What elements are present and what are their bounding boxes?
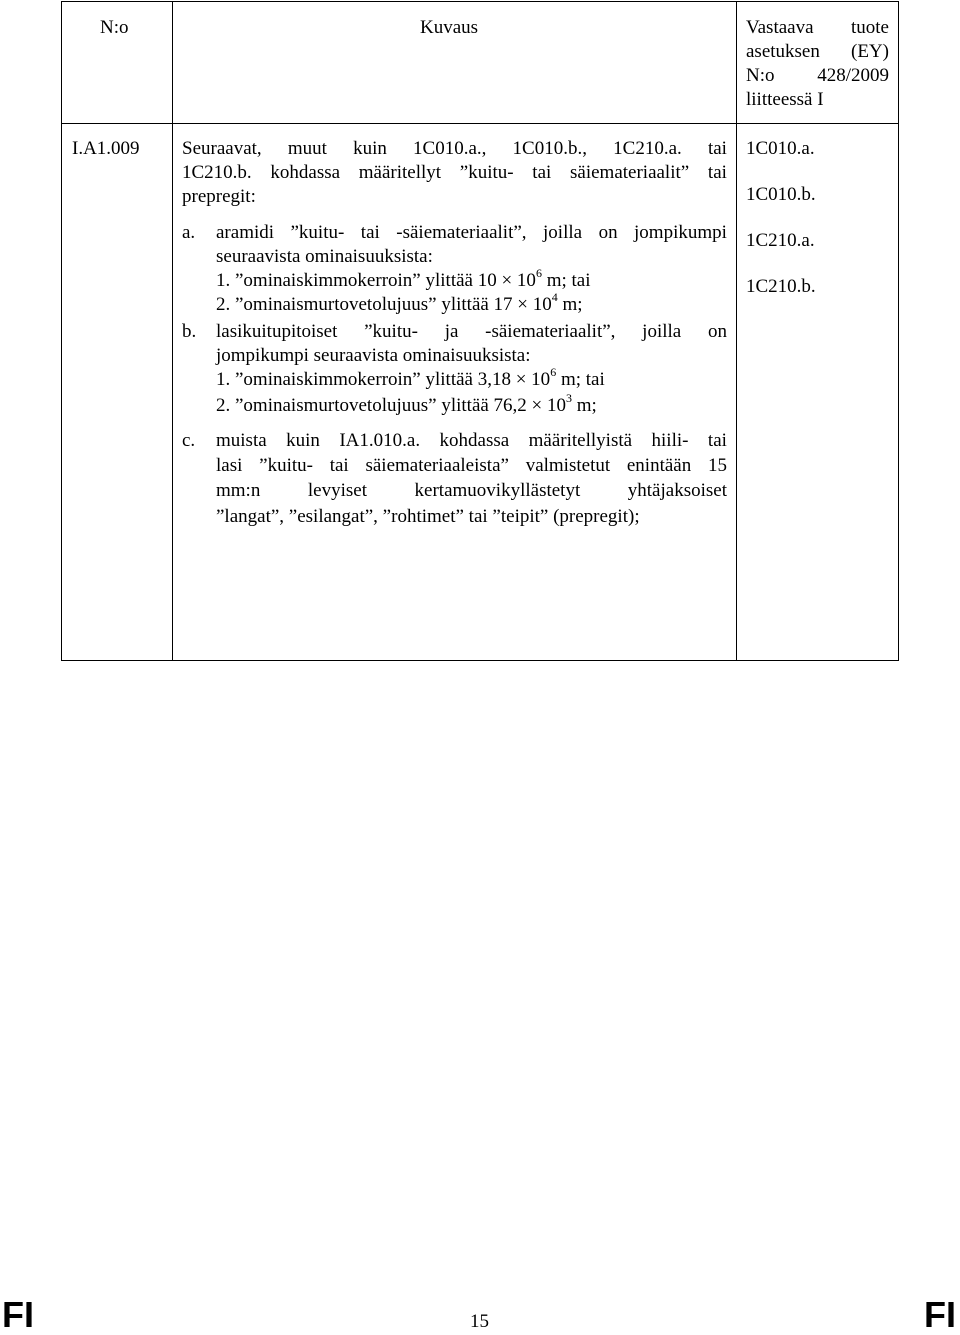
item-a-line [216,221,727,245]
word: aramidi [216,222,275,243]
word: on [707,321,727,342]
header-word: 428/2009 [817,65,889,86]
header-word: N:o [746,65,775,86]
item-c-line [216,454,727,478]
word: kohdassa [270,162,341,183]
word: säiemateriaaleista” [365,455,509,476]
header-word: Vastaava [746,17,814,38]
word: -säiemateriaalit”, [485,321,616,342]
word: hiili- [651,430,689,451]
header-corresponding-line [746,16,889,40]
column-divider [736,2,737,660]
word: 1C010.a., [413,138,487,159]
header-number: N:o [100,17,129,38]
word: muut [287,138,327,159]
item-b-sub1: 1. ”ominaiskimmokerroin” ylittää $3,18 \times 10^6$ m; tai [216,364,605,390]
word: jompikumpi [634,222,727,243]
word: tai [707,162,727,183]
word: joilla [543,222,583,243]
word: lasi [216,455,243,476]
word: enintään [626,455,692,476]
word: on [598,222,618,243]
word: mm:n [216,480,261,501]
item-b-sub2: 2. ”ominaismurtovetolujuus” ylittää $76,2 \times 10^3$ m; [216,390,597,416]
word: kertamuovikyllästetyt [414,480,581,501]
document-table [61,1,899,661]
corresponding-code: 1C210.b. [746,276,816,297]
word: yhtäjaksoiset [627,480,727,501]
word: tai [532,162,552,183]
item-a-sub2: 2. ”ominaismurtovetolujuus” ylittää $17 \times 10^4$ m; [216,289,583,315]
item-a-line: seuraavista ominaisuuksista: [216,246,433,267]
item-b-label: b. [182,321,197,342]
corresponding-code: 1C210.a. [746,230,815,251]
header-corresponding-line [746,64,889,88]
word: säiemateriaalit” [570,162,690,183]
word: kuin [286,430,320,451]
item-b-line: jompikumpi seuraavista ominaisuuksista: [216,345,531,366]
item-c-label: c. [182,430,196,451]
word: -säiemateriaalit”, [396,222,527,243]
word: tai [329,455,349,476]
item-a-sub1: 1. ”ominaiskimmokerroin” ylittää $10 \times 10^6$ m; tai [216,265,591,291]
word: kohdassa [439,430,510,451]
word: 1C010.b., [512,138,587,159]
word: ja [444,321,459,342]
word: määritellyt [358,162,442,183]
row-number: I.A1.009 [72,138,140,159]
word: levyiset [307,480,367,501]
intro-line: prepregit: [182,186,256,207]
header-description: Kuvaus [420,17,479,38]
word: IA1.010.a. [339,430,421,451]
word: 1C210.a. [613,138,682,159]
page-number: 15 [470,1311,489,1332]
word: ”kuitu- [364,321,418,342]
word: muista [216,430,267,451]
word: tai [707,430,727,451]
item-a-label: a. [182,222,196,243]
footer-language-left: FI [2,1294,34,1335]
item-c-line [216,429,727,453]
word: lasikuitupitoiset [216,321,338,342]
word: 15 [707,455,727,476]
column-divider [172,2,173,660]
header-corresponding-line: liitteessä I [746,89,824,110]
item-c-line: ”langat”, ”esilangat”, ”rohtimet” tai ”teipit” (prepregit); [216,506,640,527]
word: valmistetut [525,455,611,476]
word: tai [360,222,380,243]
header-corresponding-line [746,40,889,64]
word: kuin [353,138,387,159]
corresponding-code: 1C010.b. [746,184,816,205]
word: joilla [642,321,682,342]
header-divider [62,123,898,124]
word: ”kuitu- [290,222,345,243]
item-b-line [216,320,727,344]
word: 1C210.b. [182,162,252,183]
word: tai [707,138,727,159]
word: määritellyistä [528,430,633,451]
header-word: tuote [851,17,889,38]
word: ”kuitu- [459,162,514,183]
word: Seuraavat, [182,138,262,159]
header-word: asetuksen [746,41,820,62]
word: ”kuitu- [259,455,313,476]
item-c-line [216,479,727,503]
header-word: (EY) [851,41,889,62]
intro-line [182,161,727,185]
footer-language-right: FI [924,1294,956,1335]
intro-line [182,137,727,161]
corresponding-code: 1C010.a. [746,138,815,159]
